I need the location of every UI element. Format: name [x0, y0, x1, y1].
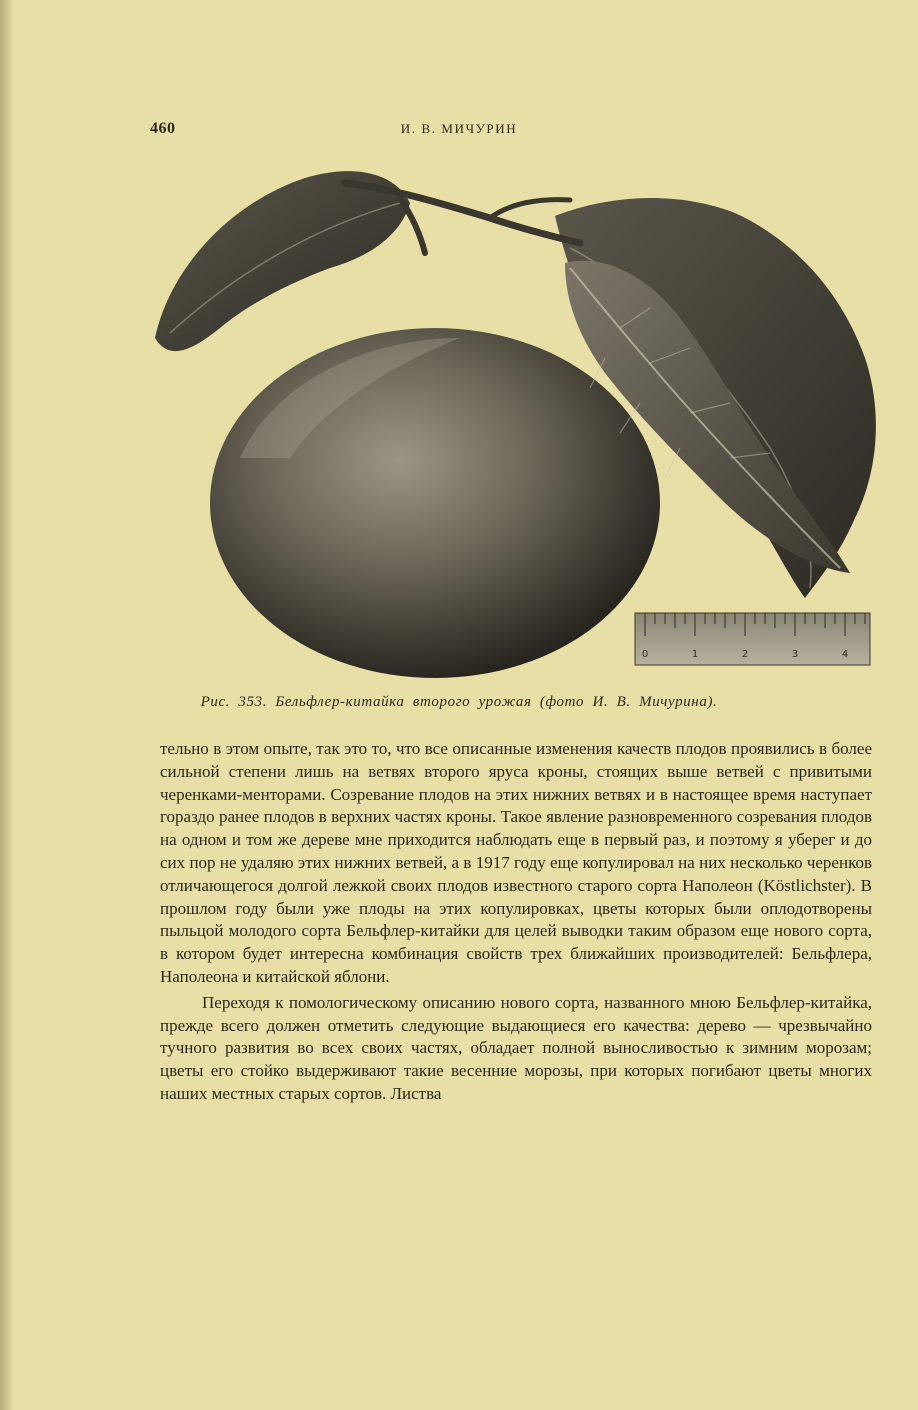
- paragraph: Переходя к помологическому описанию нового сорта, названного мною Бельфлер-китайка, прежде всего должен отметить следующие выдающиеся его качества: дерево — чрезвычайно тучного развития во всех своих частях, обладает полной выносливостью к зимним морозам; цветы его стойко выдерживают такие весенние морозы, при которых погибают цветы многих наших местных старых сортов. Листва: [160, 992, 872, 1103]
- page-number: 460: [150, 120, 176, 137]
- ruler-label: 3: [791, 649, 799, 660]
- paragraph: тельно в этом опыте, так это то, что все описанные изменения качеств плодов проявились в более сильной степени лишь на ветвях второго яруса кроны, стоящих выше ветвей с привитыми черенками-менторами. Созревание плодов на этих нижних ветвях и в настоящее время наступает гораздо ранее плодов в верхних частях кроны. Такое явление разновременного созревания плодов на одном и том же дереве мне приходится наблюдать еще в первый раз, и поэтому я уберег и до сих пор не удаляю этих нижних ветвей, а в 1917 году еще копулировал на них несколько черенков отличающегося долгой лежкой своих плодов известного старого сорта Наполеон (Köstlichster). В прошлом году были уже плоды на этих копулировках, цветы которых были оплодотворены пыльцой молодого сорта Бельфлер-китайки для целей выводки таким образом еще нового сорта, в котором будет интересна комбинация свойств трех ближайших производителей: Бельфлера, Наполеона и китайской яблони.: [160, 739, 872, 986]
- running-title: И. В. МИЧУРИН: [400, 121, 518, 136]
- apple-fruit: [210, 328, 660, 678]
- apple-figure: [150, 158, 878, 684]
- ruler-label: 0: [641, 649, 649, 660]
- ruler-label: 1: [691, 649, 699, 660]
- ruler-label: 4: [841, 649, 849, 660]
- left-leaf: [155, 171, 410, 351]
- apple-photo-icon: [150, 158, 878, 684]
- body-text: [160, 738, 872, 1106]
- ruler-label: 2: [741, 649, 749, 660]
- ruler-icon: [635, 613, 870, 665]
- figure-caption: Рис. 353. Бельфлер-китайка второго урожая (фото И. В. Мичурина).: [200, 694, 718, 710]
